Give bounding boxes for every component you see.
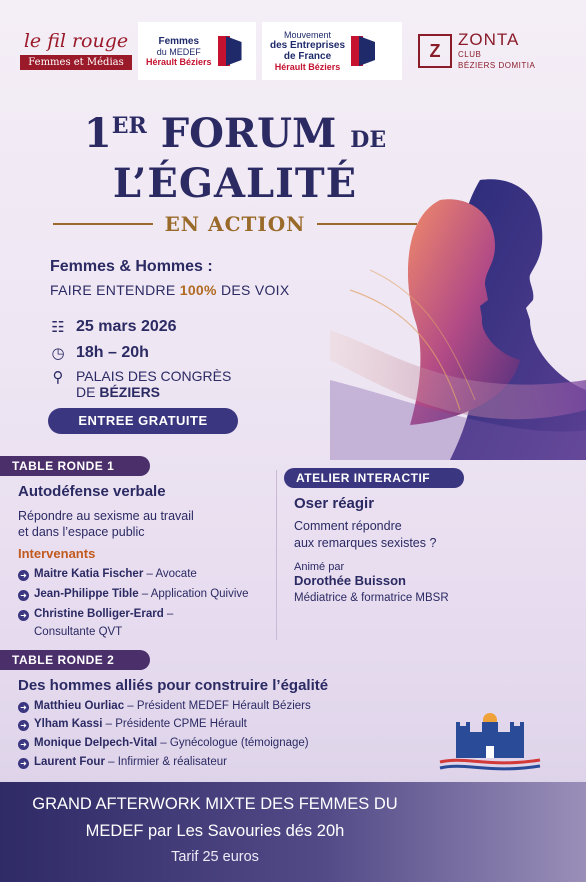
intervenants-heading: Intervenants: [18, 546, 96, 561]
profiles-illustration: [330, 150, 586, 460]
speaker-name: Christine Bolliger-Erard: [34, 608, 164, 620]
event-time: 18h – 20h: [76, 344, 149, 361]
zonta-name: ZONTA: [458, 30, 520, 49]
table1-title: Autodéfense verbale: [18, 483, 166, 500]
speaker-role: – Présidente CPME Hérault: [102, 718, 247, 730]
table2-speaker: [18, 718, 247, 731]
medef-herault-logo: [262, 22, 402, 80]
title-de: DE: [350, 127, 387, 153]
speaker-name: Laurent Four: [34, 756, 105, 768]
title-egalite: L’ÉGALITÉ: [112, 160, 358, 207]
table1-desc2: et dans l’espace public: [18, 525, 145, 539]
zonta-club: CLUB: [458, 50, 482, 59]
event-date-row: [48, 318, 177, 338]
venue-line1: PALAIS DES CONGRÈS: [76, 368, 232, 384]
speaker-role: –: [163, 608, 174, 620]
event-time-row: [48, 344, 149, 364]
event-venue-row: [48, 368, 231, 400]
speaker-name: Matthieu Ourliac: [34, 700, 125, 712]
femmes-medef-logo: [138, 22, 256, 80]
speaker3-role: Consultante QVT: [34, 626, 123, 638]
fil-rouge-sub: Femmes et Médias: [20, 55, 132, 70]
event-date: 25 mars 2026: [76, 318, 177, 335]
arrow-bullet-icon: ➜: [18, 739, 29, 750]
table-ronde-1-tag: TABLE RONDE 1: [0, 456, 150, 476]
castle-icon: [430, 710, 550, 776]
arrow-bullet-icon: ➜: [18, 570, 29, 581]
table-ronde-2-tag: TABLE RONDE 2: [0, 650, 150, 670]
speaker-role: – Infirmier & réalisateur: [104, 756, 227, 768]
speaker-role: – Application Quivive: [138, 588, 249, 600]
atelier-desc2: aux remarques sexistes ?: [294, 536, 437, 550]
arrow-bullet-icon: ➜: [18, 610, 29, 621]
clock-icon: ◷: [51, 345, 65, 362]
atelier-host: Dorothée Buisson: [294, 573, 406, 588]
medef1-line1: Femmes: [158, 35, 200, 47]
tagline-part1: FAIRE ENTENDRE: [50, 282, 180, 298]
title-forum: FORUM: [160, 110, 337, 157]
atelier-tag: ATELIER INTERACTIF: [284, 468, 464, 488]
afterwork-tarif: Tarif 25 euros: [171, 849, 259, 865]
table2-speaker: [18, 737, 309, 750]
medef1-line2: du MEDEF: [156, 46, 201, 57]
venue-city: BÉZIERS: [99, 384, 161, 400]
table1-speaker: [18, 568, 197, 581]
medef2-line4: Hérault Béziers: [274, 62, 341, 72]
atelier-anime: Animé par: [294, 561, 345, 573]
medef2-line1: Mouvement: [284, 30, 332, 40]
table1-speaker: [18, 608, 173, 621]
fil-rouge-script: le fil rouge: [23, 30, 129, 52]
afterwork-line2: MEDEF par Les Savouries dés 20h: [85, 822, 345, 840]
fil-rouge-logo: [20, 30, 132, 74]
zonta-emblem-icon: Z: [418, 34, 452, 68]
afterwork-line1: GRAND AFTERWORK MIXTE DES FEMMES DU: [32, 795, 398, 813]
title-number: 1: [83, 110, 112, 157]
tagline-part3: DES VOIX: [220, 282, 290, 298]
venue-de: DE: [76, 384, 100, 400]
entree-gratuite-badge: ENTREE GRATUITE: [48, 408, 238, 434]
tagline-percent: 100%: [179, 282, 221, 298]
medef1-line3: Hérault Béziers: [146, 56, 212, 67]
medef2-line3: de France: [283, 51, 332, 62]
tagline: [50, 258, 289, 298]
arrow-bullet-icon: ➜: [18, 720, 29, 731]
logo-bar: [0, 22, 586, 80]
title-er: ER: [111, 113, 147, 139]
medef-e-icon: [351, 36, 375, 66]
table1-speaker: [18, 588, 249, 601]
arrow-bullet-icon: ➜: [18, 758, 29, 769]
table2-speaker: [18, 756, 227, 769]
speaker-role: – Gynécologue (témoignage): [157, 737, 309, 749]
zonta-city: BÉZIERS DOMITIA: [458, 61, 536, 70]
speaker-name: Maitre Katia Fischer: [34, 568, 144, 580]
speaker-name: Monique Delpech-Vital: [34, 737, 158, 749]
title-rule-left: [53, 223, 153, 225]
calendar-icon: ☷: [51, 319, 65, 336]
medef-e-icon: [218, 36, 242, 66]
afterwork-banner: [0, 782, 586, 882]
atelier-desc1: Comment répondre: [294, 519, 402, 533]
title-action: EN ACTION: [164, 212, 306, 236]
table1-desc1: Répondre au sexisme au travail: [18, 509, 194, 523]
location-pin-icon: ⚲: [52, 369, 64, 386]
table2-speaker: [18, 700, 311, 713]
speaker-role: – Président MEDEF Hérault Béziers: [124, 700, 311, 712]
medef2-line2: des Entreprises: [270, 40, 346, 51]
speaker-name: Jean-Philippe Tible: [34, 588, 139, 600]
section-divider: [276, 470, 277, 640]
arrow-bullet-icon: ➜: [18, 702, 29, 713]
speaker-name: Ylham Kassi: [34, 718, 103, 730]
table2-title: Des hommes alliés pour construire l’égalité: [18, 677, 329, 694]
zonta-logo: [418, 22, 548, 80]
arrow-bullet-icon: ➜: [18, 590, 29, 601]
atelier-host-role: Médiatrice & formatrice MBSR: [294, 592, 449, 604]
atelier-title: Oser réagir: [294, 495, 375, 512]
tagline-line1: Femmes & Hommes :: [50, 258, 213, 275]
speaker-role: – Avocate: [143, 568, 197, 580]
